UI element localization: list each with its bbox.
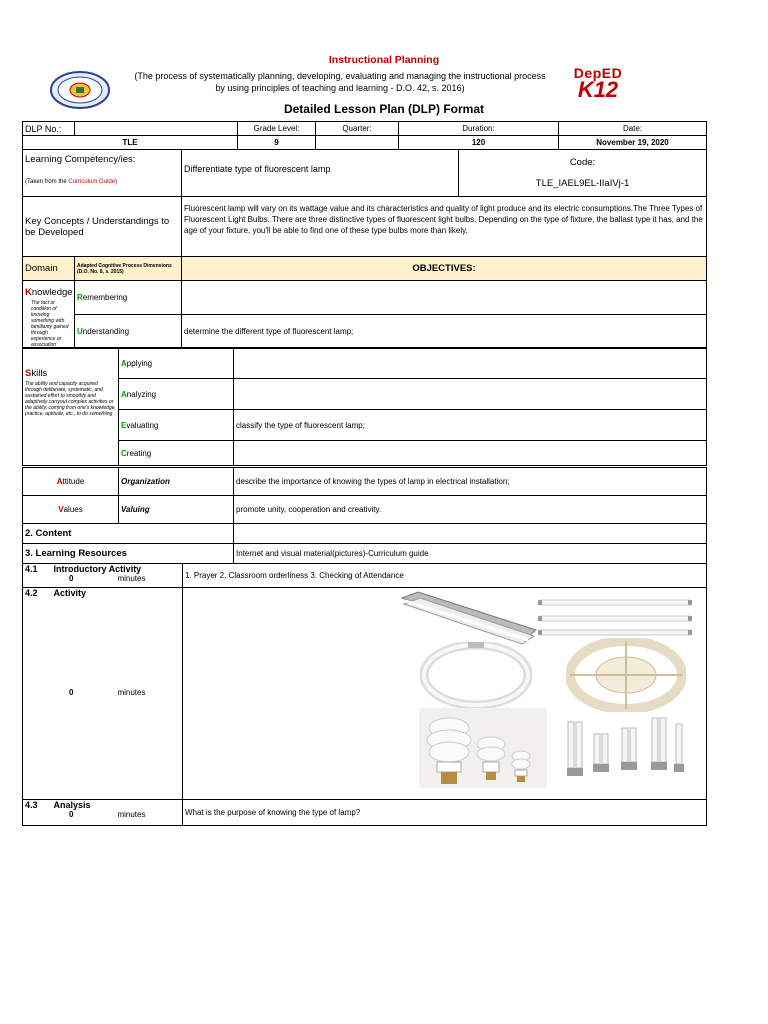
values-process: Valuing [119,496,234,524]
circular-fixture-image [566,638,686,712]
competency-label: Learning Competency/ies: [25,154,136,165]
dlp-no-value [75,122,238,136]
code-label: Code: [569,157,596,168]
understanding-rest: nderstanding [82,327,130,336]
attitude-rest: ttitude [62,477,85,486]
procedure-1-num: 4.1 [25,564,38,574]
creating-initial: C [121,448,127,458]
content-row [23,524,707,544]
deped-text: DepED [573,65,623,81]
evaluating-label [119,410,234,441]
pin-base-cfl-image [560,714,692,780]
procedure-3-name: Analysis [53,800,91,810]
remembering-label [75,281,182,315]
objectives-label: OBJECTIVES: [182,257,707,281]
analyzing-objective [234,379,707,410]
attitude-row [23,468,707,496]
values-initial: V [58,505,64,514]
skills-rest: kills [31,368,48,379]
circular-tube-image [420,642,532,708]
quarter-value [316,136,399,150]
competency-label-cell [23,150,182,197]
key-concepts-label: Key Concepts / Understandings to be Developed [23,197,182,257]
procedure-1-minutes: 0 [69,574,74,583]
process-dimension-label: Adapted Cognitive Process Dimensions (D.O. No. 8, s. 2015) [75,257,182,281]
remembering-initial: R [77,293,83,302]
competency-row [23,150,707,197]
resources-value: Internet and visual material(pictures)-Curriculum guide [234,544,707,564]
evaluating-objective: classify the type of fluorescent lamp; [234,410,707,441]
procedure-2-unit: minutes [117,688,146,697]
deped-k12-logo [566,66,630,102]
knowledge-rest: nowledge [31,287,73,298]
page-title: Instructional Planning [328,54,440,66]
procedure-1-unit: minutes [117,574,146,583]
page-subtitle: (The process of systematically planning, developing, evaluating and managing the instructional process by using principles of teaching and learning - D.O. 42, s. 2016) [134,71,546,93]
skills-row-1 [23,348,707,379]
dlp-format-title: Detailed Lesson Plan (DLP) Format [283,102,485,116]
note-link: Curriculum Guide [68,179,116,185]
attitude-initial: A [56,477,63,486]
quarter-label: Quarter: [316,122,399,136]
applying-initial: A [121,358,127,368]
procedure-row-1 [23,564,707,588]
compact-fluorescent-bulbs-image [419,708,547,788]
analyzing-initial: A [121,389,127,399]
grade-level-value: 9 [238,136,316,150]
knowledge-desc: The fact or condition of knowing something with familiarity gained through experience or association [31,300,69,348]
remembering-objective [182,281,707,315]
evaluating-initial: E [121,420,127,430]
attitude-objective: describe the importance of knowing the types of lamp in electrical installation; [234,468,707,496]
skills-row-4 [23,441,707,466]
knowledge-row-2 [23,315,707,349]
curriculum-guide-note [25,179,179,185]
understanding-objective: determine the different type of fluorescent lamp; [182,315,707,349]
resources-row [23,544,707,564]
skills-desc: The ability and capacity acquired through deliberate, systematic, and sustained effort to smoothly and adaptively carryout complex activities or the ability, coming from one's knowledge, practice, aptitude, etc., to do something [25,381,116,417]
knowledge-domain-cell [23,281,75,349]
procedure-2-num: 4.2 [25,588,38,598]
creating-label [119,441,234,466]
understanding-label [75,315,182,349]
grade-level-label: Grade Level: [238,122,316,136]
skills-row-3 [23,410,707,441]
applying-label [119,348,234,379]
duration-value: 120 [399,136,559,150]
note-prefix: (Taken from the [25,179,69,185]
attitude-process: Organization [119,468,234,496]
procedure-3-text: What is the purpose of knowing the type of lamp? [183,800,707,826]
understanding-initial: U [77,327,83,336]
resources-label: 3. Learning Resources [23,544,234,564]
date-label: Date: [559,122,707,136]
attitude-label [23,468,119,496]
procedure-row-3 [23,800,707,826]
values-label [23,496,119,524]
procedure-2-label [23,588,183,800]
procedure-2-name: Activity [53,588,87,598]
info-label-row [23,122,707,136]
creating-objective [234,441,707,466]
code-cell [459,150,707,197]
procedure-3-num: 4.3 [25,800,38,810]
domain-label: Domain [23,257,75,281]
skills-table [22,347,707,466]
procedure-1-name: Introductory Activity [53,564,142,574]
skills-label [25,368,116,379]
dlp-no-label: DLP No.: [23,122,75,136]
date-value: November 19, 2020 [559,136,707,150]
knowledge-label [25,287,72,298]
procedure-3-unit: minutes [117,810,146,819]
linear-tube-bulbs-image [538,594,692,640]
code-value: TLE_IAEL9EL-IIaIVj-1 [535,178,630,189]
info-value-row [23,136,707,150]
analyzing-rest: nalyzing [126,389,157,399]
competency-value: Differentiate type of fluorescent lamp [182,150,459,197]
values-row [23,496,707,524]
skills-row-2 [23,379,707,410]
note-suffix: ) [115,179,118,185]
content-value [234,524,707,544]
domain-header-row [23,257,707,281]
knowledge-row-1 [23,281,707,315]
duration-label: Duration: [399,122,559,136]
applying-objective [234,348,707,379]
key-concepts-text: Fluorescent lamp will vary on its wattage value and its characteristics and quality of light produce and its electric consumptions.The Three Types of Fluorescent Light Bulbs. There are three distinctive types of fluorescent light bulbs. Depending on the type of fixture, the ballast type it has, and the age of your fixture, you'll be able to find one of these type bulbs more than likely. [182,197,707,257]
values-objective: promote unity, cooperation and creativity. [234,496,707,524]
evaluating-rest: valuating [126,420,159,430]
procedure-2-minutes: 0 [69,688,74,697]
k12-text: K12 [577,77,619,102]
skills-initial: S [25,368,32,379]
creating-rest: reating [126,448,152,458]
key-concepts-row [23,197,707,257]
tube-fixture-image [400,590,538,646]
applying-rest: pplying [126,358,153,368]
procedure-1-label [23,564,183,588]
dlp-table-top [22,121,707,349]
analyzing-label [119,379,234,410]
procedure-1-text: 1. Prayer 2. Classroom orderliness 3. Checking of Attendance [183,564,707,588]
remembering-rest: emembering [82,293,128,302]
knowledge-initial: K [25,287,32,298]
procedure-3-label [23,800,183,826]
content-label: 2. Content [23,524,234,544]
skills-domain-cell [23,348,119,466]
subject-value: TLE [23,136,238,150]
values-rest: alues [63,505,83,514]
procedure-3-minutes: 0 [69,810,74,819]
